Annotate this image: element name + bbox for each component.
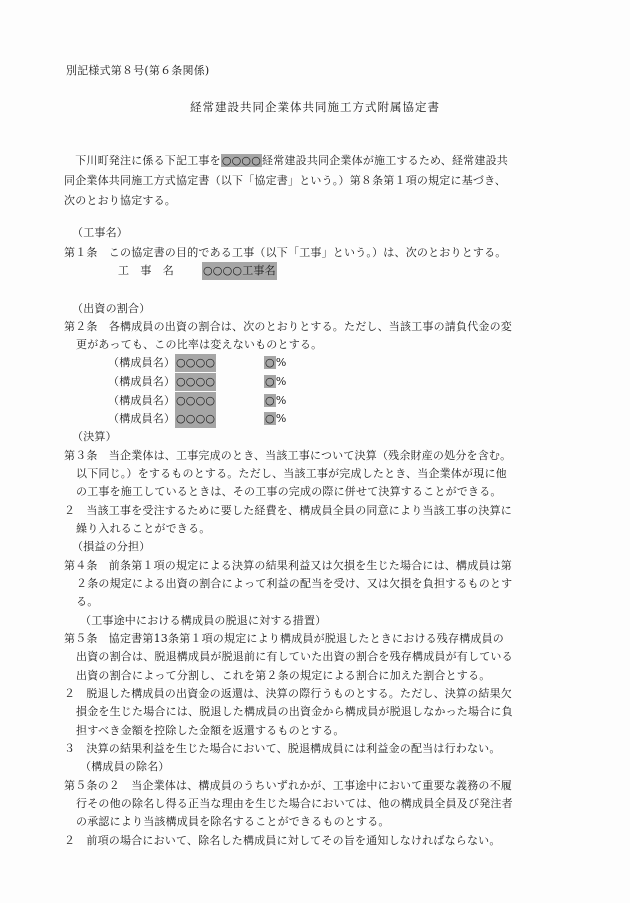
- member-percentage: ○%: [265, 356, 287, 369]
- member-percentage: ○%: [265, 375, 287, 388]
- member-label: （構成員名）: [108, 375, 176, 388]
- intro-line-2: 同企業体共同施工方式協定書（以下「協定書」という。）第８条第１項の規定に基づき、: [64, 174, 507, 187]
- article-5-para-2-line-2: 損金を生じた場合には、脱退した構成員の出資金から構成員が脱退しなかった場合に負: [76, 705, 513, 718]
- article-4-heading: （損益の分担）: [72, 540, 151, 553]
- article-5-2-heading: （構成員の除名）: [80, 760, 170, 773]
- article-1-line-1: 第１条 この協定書の目的である工事（以下「工事」という。）は、次のとおりとする。: [64, 246, 507, 259]
- construction-name-value: ○○○○工事名: [202, 262, 277, 280]
- article-5-para-2-line-1: ２ 脱退した構成員の出資金の返還は、決算の際行うものとする。ただし、決算の結果欠: [64, 687, 512, 700]
- article-5-2-line-3: の承認により当該構成員を除名することができるものとする。: [76, 815, 390, 828]
- article-3-para-2-line-1: ２ 当該工事を受注するために要した経費を、構成員全員の同意により当該工事の決算に: [64, 504, 512, 517]
- article-4-line-1: 第４条 前条第１項の規定による決算の結果利益又は欠損を生じた場合には、構成員は第: [64, 559, 512, 572]
- article-5-para-3-line-1: ３ 決算の結果利益を生じた場合において、脱退構成員には利益金の配当は行わない。: [64, 742, 501, 755]
- article-5-heading: （工事途中における構成員の脱退に対する措置）: [80, 614, 327, 627]
- article-5-line-3: 出資の割合によって分割し、これを第２条の規定による割合に加えた割合とする。: [76, 669, 491, 682]
- article-5-2-para-2-line-1: ２ 前項の場合において、除名した構成員に対してその旨を通知しなければならない。: [64, 834, 501, 847]
- article-4-line-2: ２条の規定による出資の割合によって利益の配当を受け、又は欠損を負担するものとす: [76, 577, 513, 590]
- article-5-para-2-line-3: 担すべき金額を控除した金額を返還するものとする。: [76, 724, 345, 737]
- article-4-line-3: る。: [76, 595, 99, 608]
- construction-name-label: 工 事 名: [118, 264, 174, 277]
- form-label: 別記様式第８号(第６条関係): [66, 64, 210, 77]
- member-name: ○○○○: [175, 392, 216, 410]
- member-name: ○○○○: [175, 410, 216, 428]
- article-1-heading: （工事名）: [72, 226, 128, 239]
- article-3-heading: （決算）: [72, 430, 117, 443]
- article-2-line-2: 更があっても、この比率は変えないものとする。: [76, 338, 323, 351]
- article-5-line-1: 第５条 協定書第13条第１項の規定により構成員が脱退したときにおける残存構成員の: [64, 632, 504, 645]
- member-name: ○○○○: [175, 354, 216, 372]
- intro-line-3: 次のとおり協定する。: [64, 194, 176, 207]
- article-3-line-1: 第３条 当企業体は、工事完成のとき、当該工事について決算（残余財産の処分を含む。: [64, 449, 512, 462]
- article-5-2-line-2: 行その他の除名し得る正当な理由を生じた場合においては、他の構成員全員及び発注者: [76, 797, 513, 810]
- member-label: （構成員名）: [108, 394, 176, 407]
- intro-line-1: 下川町発注に係る下記工事を○○○○経常建設共同企業体が施工するため、経常建設共: [64, 154, 508, 167]
- highlighted-placeholder: ○○○○: [221, 154, 262, 167]
- article-2-line-1: 第２条 各構成員の出資の割合は、次のとおりとする。ただし、当該工事の請負代金の変: [64, 320, 512, 333]
- article-3-line-2: 以下同じ。）をするものとする。ただし、当該工事が完成したとき、当企業体が現に他: [76, 467, 507, 480]
- member-percentage: ○%: [265, 412, 287, 425]
- article-3-para-2-line-2: 繰り入れることができる。: [76, 522, 211, 535]
- member-label: （構成員名）: [108, 356, 176, 369]
- article-5-2-line-1: 第５条の２ 当企業体は、構成員のうちいずれかが、工事途中において重要な義務の不履: [64, 779, 512, 792]
- member-label: （構成員名）: [108, 412, 176, 425]
- article-3-line-3: の工事を施工しているときは、その工事の完成の際に併せて決算することができる。: [76, 485, 502, 498]
- document-title: 経常建設共同企業体共同施工方式附属協定書: [190, 100, 440, 114]
- member-name: ○○○○: [175, 373, 216, 391]
- member-percentage: ○%: [265, 394, 287, 407]
- article-2-heading: （出資の割合）: [72, 302, 151, 315]
- article-5-line-2: 出資の割合は、脱退構成員が脱退前に有していた出資の割合を残存構成員が有している: [76, 650, 513, 663]
